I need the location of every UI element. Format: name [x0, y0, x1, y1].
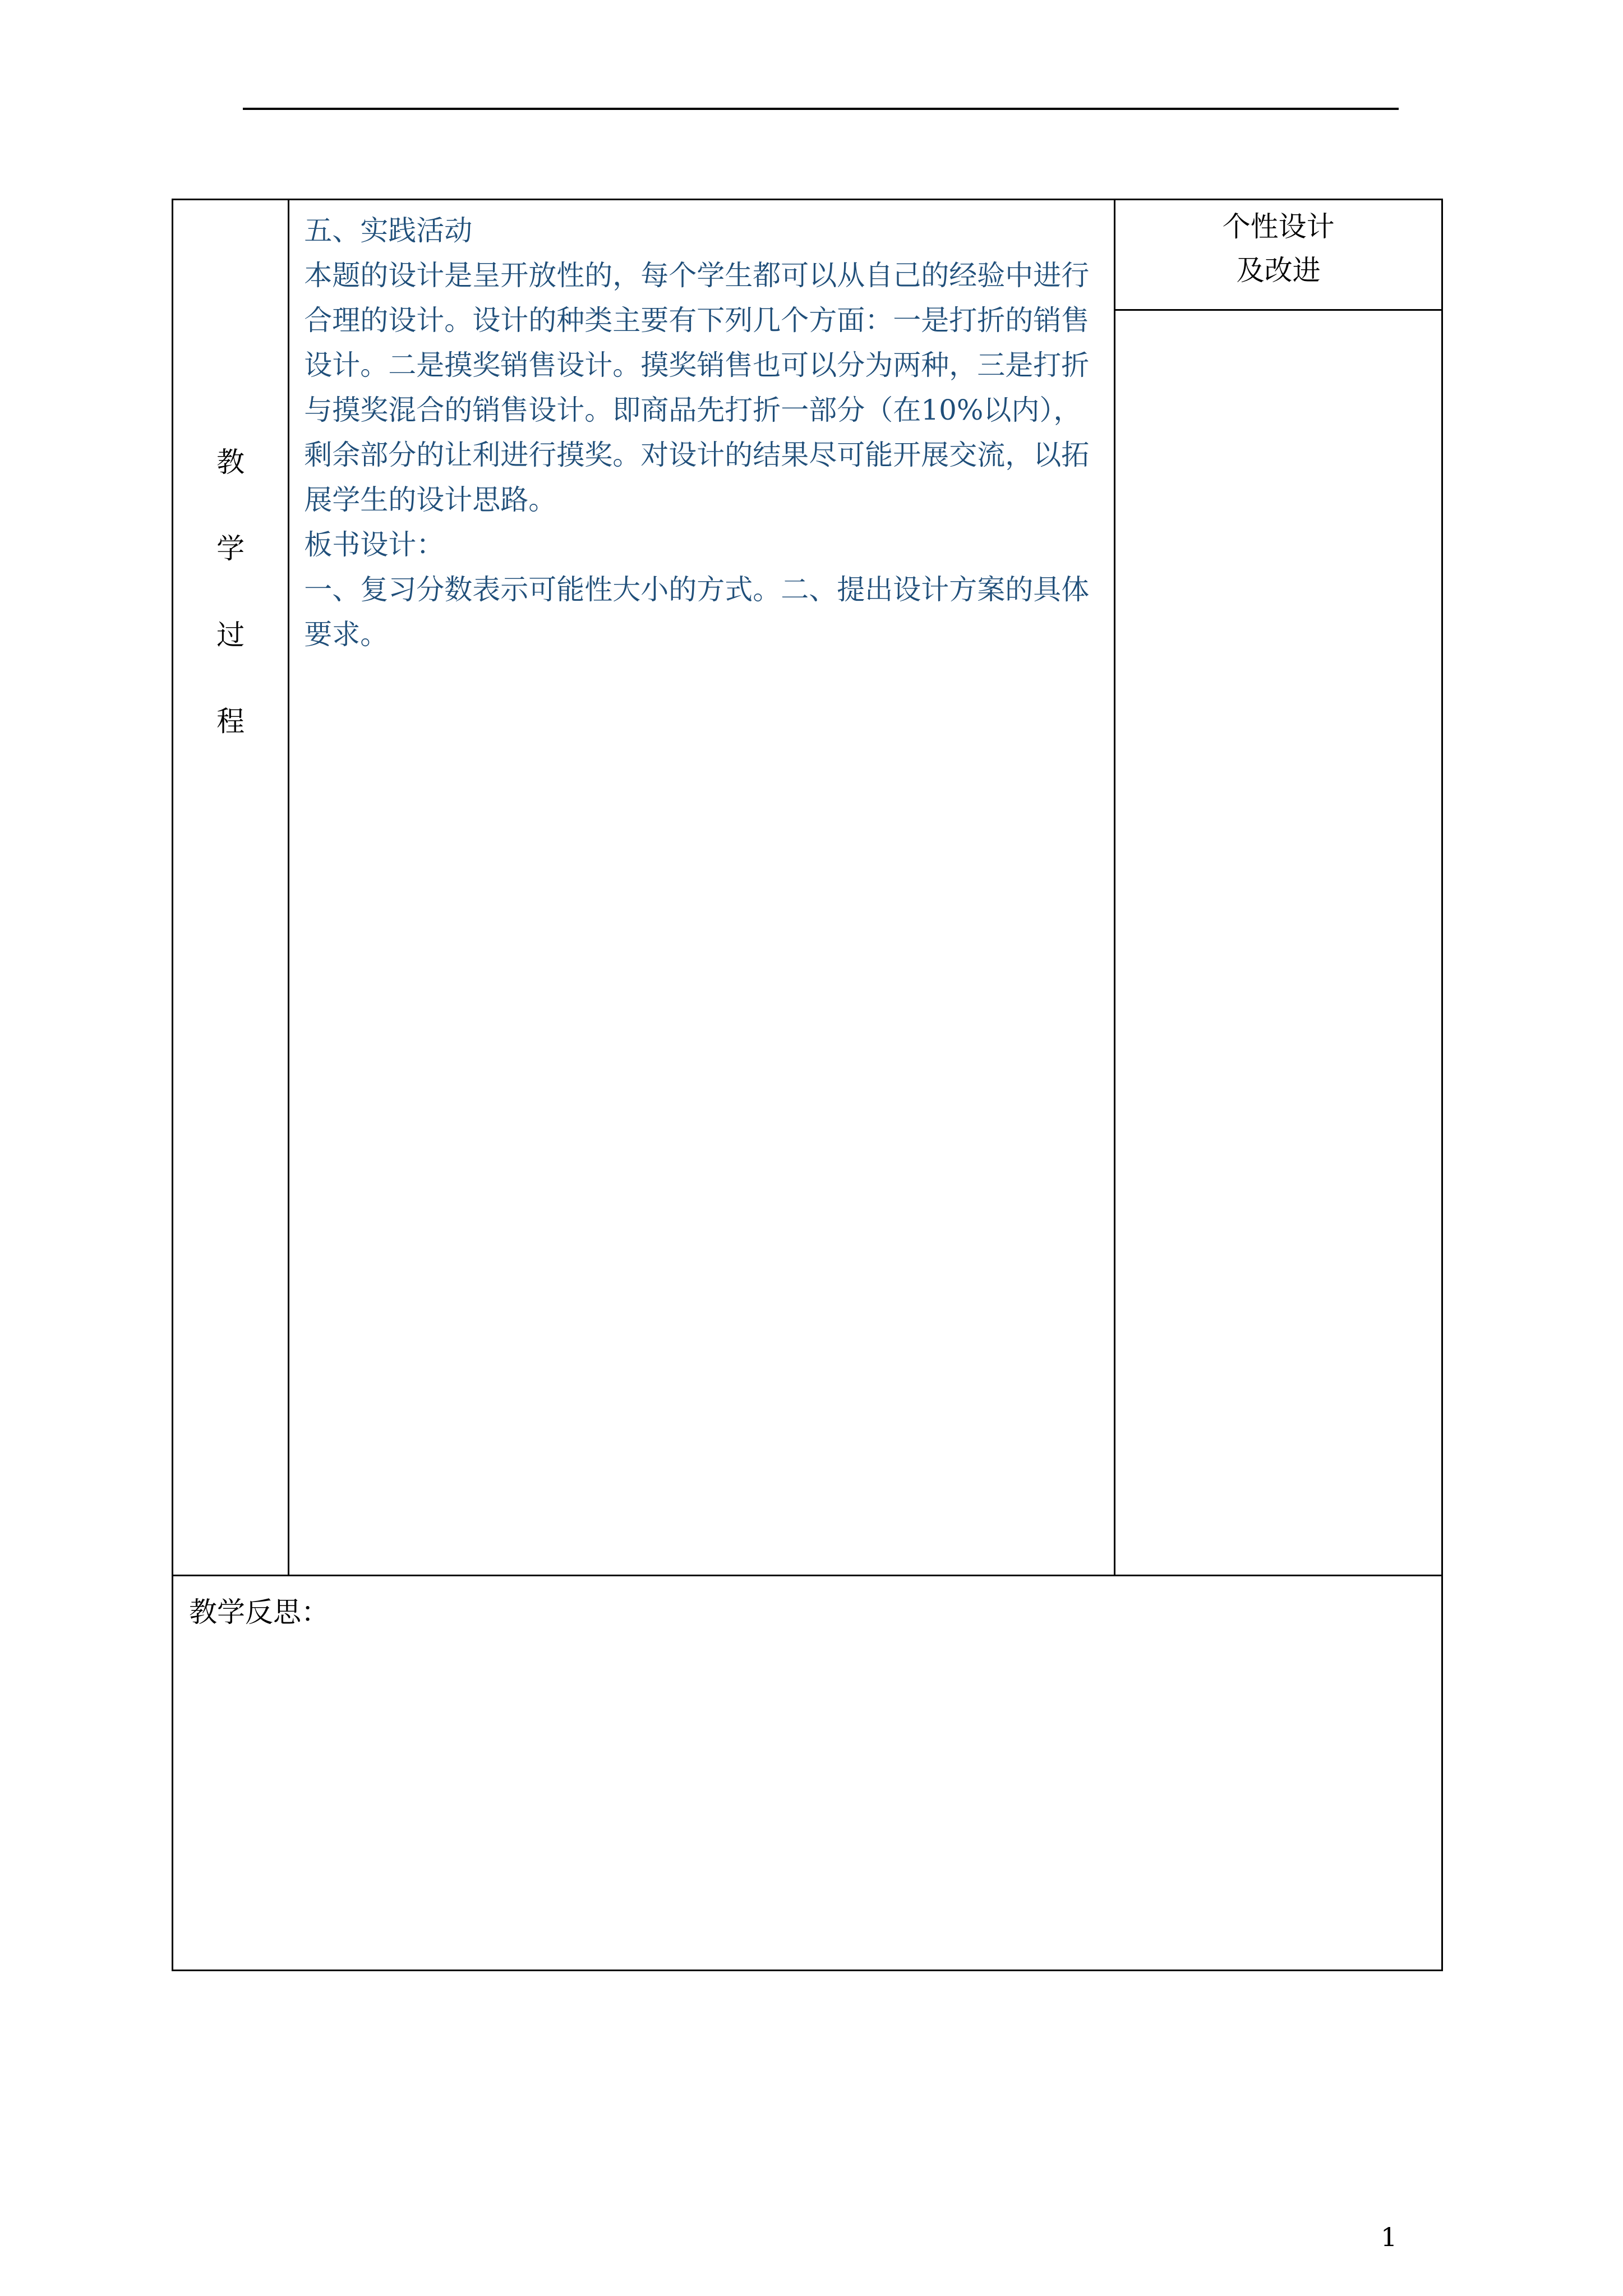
board-design-text: 一、复习分数表示可能性大小的方式。二、提出设计方案的具体要求。	[304, 573, 1090, 651]
label-char: 过	[216, 619, 245, 651]
teaching-reflection-label: 教学反思：	[189, 1596, 329, 1628]
header-rule	[243, 108, 1399, 110]
teaching-reflection-cell	[173, 1576, 1442, 1971]
personal-design-header	[1115, 200, 1441, 311]
personal-design-column	[1115, 200, 1442, 1576]
side-header-line2: 及改进	[1236, 254, 1321, 287]
teaching-reflection-row	[173, 1576, 1442, 1971]
page-number: 1	[1381, 2222, 1398, 2252]
teaching-process-content	[289, 200, 1115, 1576]
teaching-process-label-cell	[173, 200, 289, 1576]
teaching-process-row	[173, 200, 1442, 1576]
section-heading: 五、实践活动	[304, 214, 473, 247]
lesson-plan-table	[172, 199, 1443, 1971]
activity-description: 本题的设计是呈开放性的，每个学生都可以从自己的经验中进行合理的设计。设计的种类主要有下列几个方面：一是打折的销售设计。二是摸奖销售设计。摸奖销售也可以分为两种，三是打折与摸奖混合的销售设计。即商品先打折一部分（在10%以内），剩余部分的让利进行摸奖。对设计的结果尽可能开展交流，以拓展学生的设计思路。	[304, 259, 1090, 516]
label-char: 学	[216, 532, 245, 565]
board-design-heading: 板书设计：	[304, 528, 445, 561]
side-header-line1: 个性设计	[1222, 210, 1335, 243]
label-char: 教	[216, 446, 245, 478]
teaching-process-label	[173, 200, 288, 765]
label-char: 程	[216, 705, 245, 738]
